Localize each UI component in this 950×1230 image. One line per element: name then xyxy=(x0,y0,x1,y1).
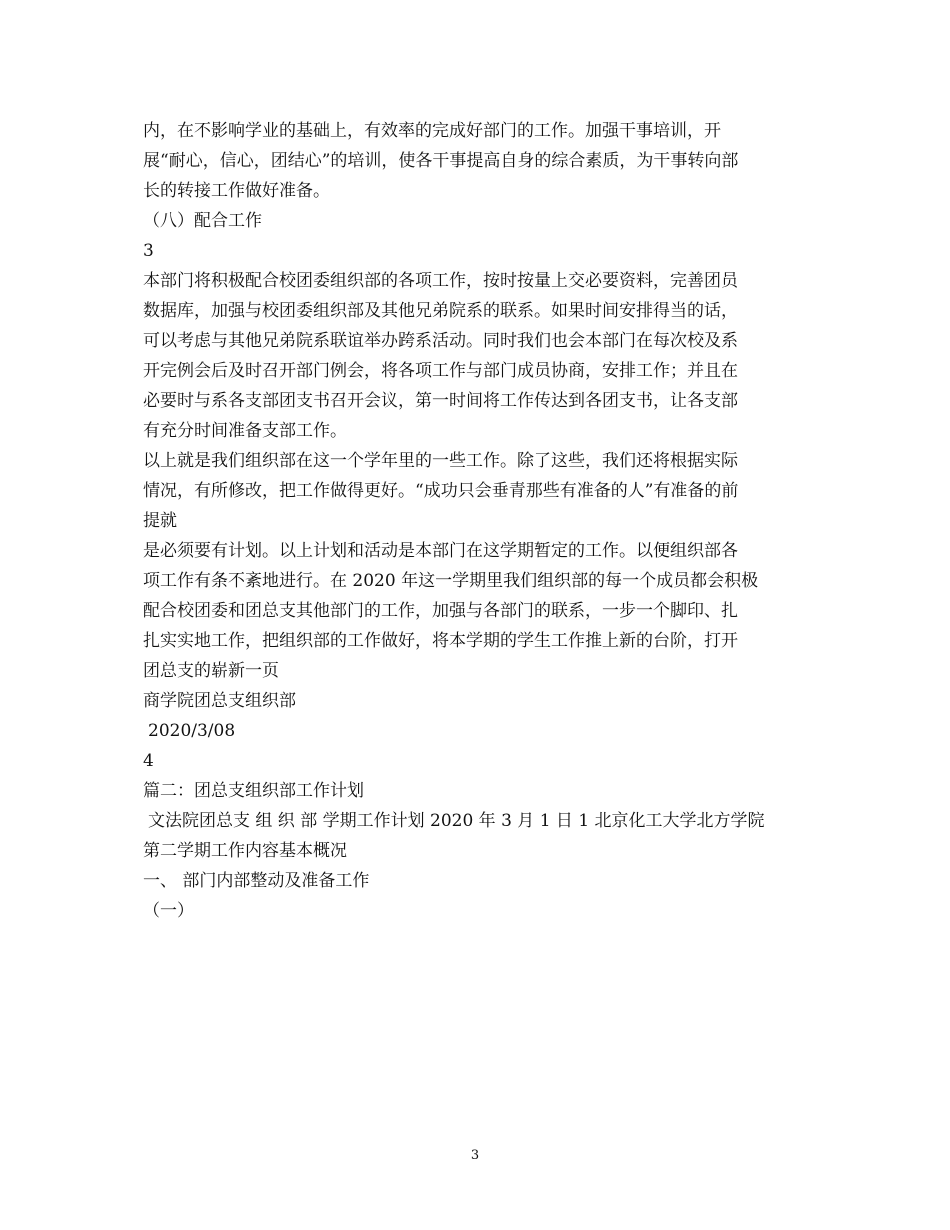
plan-header-line: 文法院团总支 组 织 部 学期工作计划 2020 年 3 月 1 日 1 北京化工大学北方学院 xyxy=(148,811,765,831)
subsection-heading: （一） xyxy=(143,901,194,921)
text-line: 可以考虑与其他兄弟院系联谊举办跨系活动。同时我们也会本部门在每次校及系 xyxy=(143,331,738,351)
text-line: 有充分时间准备支部工作。 xyxy=(143,421,347,441)
text-line: 开完例会后及时召开部门例会，将各项工作与部门成员协商，安排工作；并且在 xyxy=(143,361,738,381)
text-line: 展“耐心，信心，团结心”的培训，使各干事提高自身的综合素质，为干事转向部 xyxy=(143,151,739,171)
section-heading: 一、 部门内部整动及准备工作 xyxy=(143,871,370,891)
document-body xyxy=(143,116,813,926)
text-line: 长的转接工作做好准备。 xyxy=(143,181,330,201)
text-line: 提就 xyxy=(143,511,177,531)
text-line: 内，在不影响学业的基础上，有效率的完成好部门的工作。加强干事培训，开 xyxy=(143,121,721,141)
text-line: 第二学期工作内容基本概况 xyxy=(143,841,347,861)
text-line: 4 xyxy=(143,751,154,771)
text-line: 是必须要有计划。以上计划和活动是本部门在这学期暂定的工作。以便组织部各 xyxy=(143,541,738,561)
text-line: 情况，有所修改，把工作做得更好。“成功只会垂青那些有准备的人”有准备的前 xyxy=(143,481,739,501)
page-number: 3 xyxy=(470,1148,480,1163)
text-line: 扎实实地工作，把组织部的工作做好，将本学期的学生工作推上新的台阶，打开 xyxy=(143,631,738,651)
chapter-heading: 篇二：团总支组织部工作计划 xyxy=(143,781,364,801)
text-line: 配合校团委和团总支其他部门的工作，加强与各部门的联系，一步一个脚印、扎 xyxy=(143,601,738,621)
signature-org: 商学院团总支组织部 xyxy=(143,691,296,711)
section-heading: （八）配合工作 xyxy=(143,211,262,231)
text-line: 必要时与系各支部团支书召开会议，第一时间将工作传达到各团支书，让各支部 xyxy=(143,391,738,411)
text-line: 3 xyxy=(143,241,154,261)
text-line: 本部门将积极配合校团委组织部的各项工作，按时按量上交必要资料，完善团员 xyxy=(143,271,738,291)
text-line: 团总支的崭新一页 xyxy=(143,661,279,681)
signature-date: 2020/3/08 xyxy=(148,721,236,741)
text-line: 数据库，加强与校团委组织部及其他兄弟院系的联系。如果时间安排得当的话， xyxy=(143,301,738,321)
text-line: 项工作有条不紊地进行。在 2020 年这一学期里我们组织部的每一个成员都会积极 xyxy=(143,571,759,591)
text-line: 以上就是我们组织部在这一个学年里的一些工作。除了这些，我们还将根据实际 xyxy=(143,451,738,471)
